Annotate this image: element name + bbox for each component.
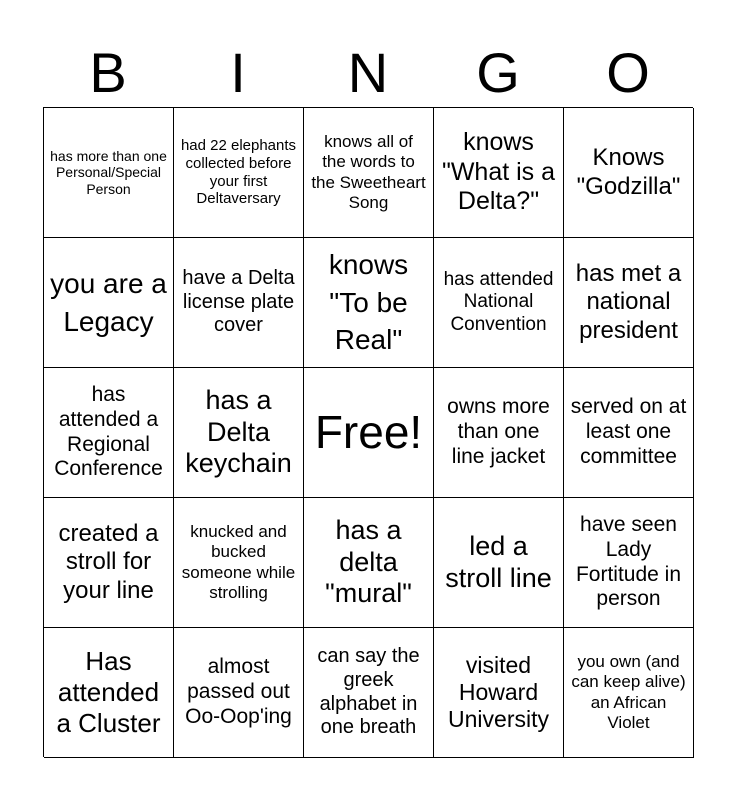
bingo-cell[interactable]: has a Delta keychain bbox=[174, 368, 304, 498]
header-letter-n: N bbox=[347, 41, 389, 104]
bingo-cell[interactable]: has met a national president bbox=[564, 238, 694, 368]
bingo-cell[interactable]: have seen Lady Fortitude in person bbox=[564, 498, 694, 628]
header-letter-g: G bbox=[476, 41, 520, 104]
bingo-cell[interactable]: Knows "Godzilla" bbox=[564, 108, 694, 238]
bingo-cell[interactable]: can say the greek alphabet in one breath bbox=[304, 628, 434, 758]
bingo-cell[interactable]: served on at least one committee bbox=[564, 368, 694, 498]
bingo-cell[interactable]: led a stroll line bbox=[434, 498, 564, 628]
bingo-cell[interactable]: has attended National Convention bbox=[434, 238, 564, 368]
bingo-cell[interactable]: knows "To be Real" bbox=[304, 238, 434, 368]
bingo-cell[interactable]: has attended a Regional Conference bbox=[44, 368, 174, 498]
bingo-cell[interactable]: has a delta "mural" bbox=[304, 498, 434, 628]
bingo-cell[interactable]: owns more than one line jacket bbox=[434, 368, 564, 498]
bingo-header bbox=[43, 42, 693, 104]
bingo-cell[interactable]: have a Delta license plate cover bbox=[174, 238, 304, 368]
free-space[interactable]: Free! bbox=[304, 368, 434, 498]
bingo-cell[interactable]: you own (and can keep alive) an African Violet bbox=[564, 628, 694, 758]
bingo-cell[interactable]: almost passed out Oo-Oop'ing bbox=[174, 628, 304, 758]
bingo-cell[interactable]: knucked and bucked someone while strolling bbox=[174, 498, 304, 628]
bingo-cell[interactable]: created a stroll for your line bbox=[44, 498, 174, 628]
bingo-cell[interactable]: Has attended a Cluster bbox=[44, 628, 174, 758]
header-letter-b: B bbox=[89, 41, 127, 104]
bingo-cell[interactable]: knows all of the words to the Sweetheart Song bbox=[304, 108, 434, 238]
bingo-cell[interactable]: visited Howard University bbox=[434, 628, 564, 758]
bingo-card bbox=[43, 107, 693, 757]
bingo-cell[interactable]: has more than one Personal/Special Person bbox=[44, 108, 174, 238]
bingo-cell[interactable]: had 22 elephants collected before your first Deltaversary bbox=[174, 108, 304, 238]
bingo-cell[interactable]: you are a Legacy bbox=[44, 238, 174, 368]
bingo-cell[interactable]: knows "What is a Delta?" bbox=[434, 108, 564, 238]
header-letter-i: I bbox=[230, 41, 246, 104]
header-letter-o: O bbox=[606, 41, 650, 104]
